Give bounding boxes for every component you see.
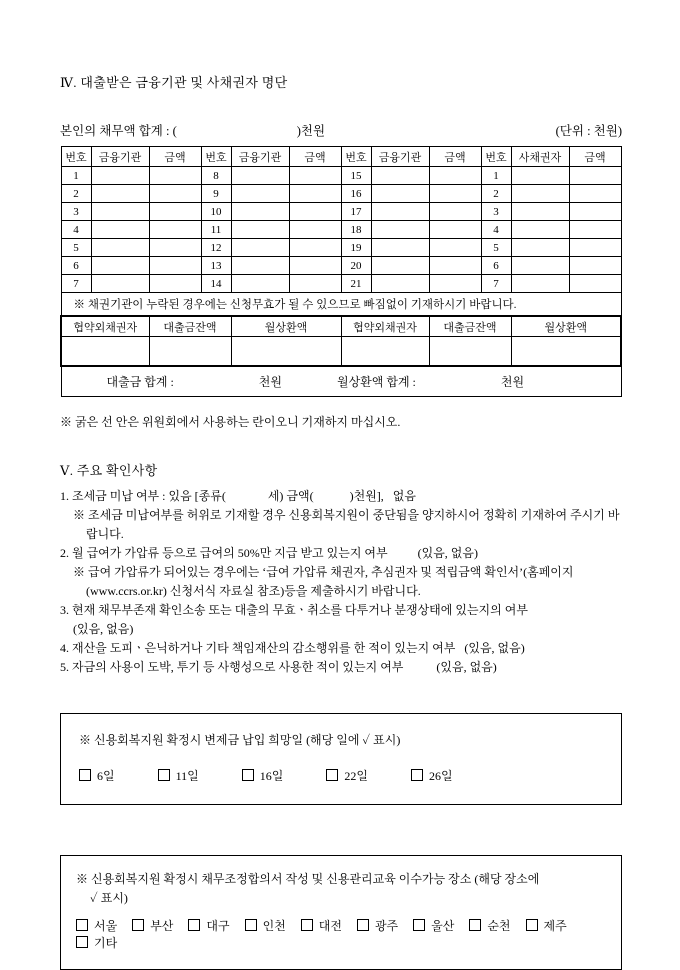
entry-cell[interactable] xyxy=(91,221,149,239)
loan-table-row xyxy=(61,275,621,293)
entry-cell[interactable] xyxy=(569,167,621,185)
checklist-item-text: 4. 재산을 도피ㆍ은닉하거나 기타 책임재산의 감소행위를 한 적이 있는지 여부 (있음, 없음) xyxy=(60,641,525,655)
location-box-title-line: ※ 신용회복지원 확정시 채무조정합의서 작성 및 신용관리교육 이수가능 장소 (해당 장소에 xyxy=(76,872,540,886)
row-number-cell: 10 xyxy=(201,203,231,221)
checklist-item-text: 3. 현재 채무부존재 확인소송 또는 대출의 무효ㆍ취소를 다투거나 분쟁상태에 있는지의 여부 xyxy=(60,603,528,617)
entry-cell[interactable] xyxy=(149,203,201,221)
row-number-cell: 21 xyxy=(341,275,371,293)
entry-cell[interactable] xyxy=(429,221,481,239)
checkbox-option[interactable] xyxy=(411,767,453,784)
row-number-cell: 17 xyxy=(341,203,371,221)
checklist-item-text: (있음, 없음) xyxy=(73,622,134,636)
committee-entry-cell[interactable] xyxy=(149,337,231,367)
committee-column-header: 협약외채권자 xyxy=(341,316,429,337)
entry-cell[interactable] xyxy=(371,239,429,257)
checkbox-label: 11일 xyxy=(175,769,199,783)
committee-subheader-row xyxy=(61,316,621,337)
location-box-title xyxy=(76,870,606,908)
row-number-cell: 5 xyxy=(61,239,91,257)
column-header: 번호 xyxy=(201,147,231,167)
column-header: 금액 xyxy=(569,147,621,167)
checklist-item xyxy=(60,639,622,658)
loan-table-row xyxy=(61,239,621,257)
loan-total-label: 대출금 합계 : xyxy=(106,375,174,389)
checkbox-option[interactable] xyxy=(76,917,117,934)
checkbox[interactable] xyxy=(245,919,257,931)
row-number-cell: 4 xyxy=(481,221,511,239)
totals-row xyxy=(61,366,621,397)
unit-note: (단위 : 천원) xyxy=(555,124,622,138)
entry-cell[interactable] xyxy=(231,167,289,185)
checklist-item xyxy=(60,544,622,601)
column-header: 금융기관 xyxy=(231,147,289,167)
checklist-item-text: 2. 월 급여가 가압류 등으로 급여의 50%만 지급 받고 있는지 여부 (있음, 없음) xyxy=(60,546,478,560)
checkbox-label: 16일 xyxy=(259,769,284,783)
column-header: 금액 xyxy=(429,147,481,167)
entry-cell[interactable] xyxy=(149,257,201,275)
row-number-cell: 16 xyxy=(341,185,371,203)
committee-column-header: 협약외채권자 xyxy=(61,316,149,337)
committee-entry-cell[interactable] xyxy=(341,337,429,367)
checklist-item-text: 1. 조세금 미납 여부 : 있음 [종류( 세) 금액( )천원], 없음 xyxy=(60,489,416,503)
checkbox-label: 울산 xyxy=(431,919,455,933)
table-note-row xyxy=(61,293,621,317)
checkbox-label: 광주 xyxy=(374,919,399,933)
loan-table xyxy=(60,146,622,397)
row-number-cell: 1 xyxy=(481,167,511,185)
entry-cell[interactable] xyxy=(429,167,481,185)
entry-cell[interactable] xyxy=(149,221,201,239)
entry-cell[interactable] xyxy=(91,239,149,257)
entry-cell[interactable] xyxy=(429,239,481,257)
debt-total-line xyxy=(60,121,622,139)
checkbox-option[interactable] xyxy=(188,917,229,934)
entry-cell[interactable] xyxy=(91,275,149,293)
checkbox[interactable] xyxy=(76,919,88,931)
location-box xyxy=(60,855,622,970)
column-header: 금액 xyxy=(149,147,201,167)
entry-cell[interactable] xyxy=(511,185,569,203)
entry-cell[interactable] xyxy=(569,239,621,257)
checkbox-option[interactable] xyxy=(158,767,199,784)
row-number-cell: 4 xyxy=(61,221,91,239)
loan-table-row xyxy=(61,185,621,203)
checkbox[interactable] xyxy=(301,919,313,931)
checkbox[interactable] xyxy=(76,936,88,948)
row-number-cell: 7 xyxy=(61,275,91,293)
entry-cell[interactable] xyxy=(91,167,149,185)
entry-cell[interactable] xyxy=(371,203,429,221)
row-number-cell: 9 xyxy=(201,185,231,203)
entry-cell[interactable] xyxy=(511,221,569,239)
entry-cell[interactable] xyxy=(289,185,341,203)
entry-cell[interactable] xyxy=(371,167,429,185)
checklist-item-text: 5. 자금의 사용이 도박, 투기 등 사행성으로 사용한 적이 있는지 여부 (있음, 없음) xyxy=(60,660,497,674)
committee-column-header: 대출금잔액 xyxy=(429,316,511,337)
row-number-cell: 2 xyxy=(481,185,511,203)
entry-cell[interactable] xyxy=(231,275,289,293)
checkbox[interactable] xyxy=(326,769,338,781)
checkbox[interactable] xyxy=(469,919,481,931)
row-number-cell: 8 xyxy=(201,167,231,185)
checklist-item xyxy=(60,601,622,639)
entry-cell[interactable] xyxy=(289,203,341,221)
entry-cell[interactable] xyxy=(231,185,289,203)
payment-day-box-title: ※ 신용회복지원 확정시 변제금 납입 희망일 (해당 일에 ✓ 표시) xyxy=(79,733,401,747)
row-number-cell: 6 xyxy=(61,257,91,275)
checkbox-option[interactable] xyxy=(132,917,173,934)
checkbox-label: 인천 xyxy=(262,919,286,933)
entry-cell[interactable] xyxy=(511,275,569,293)
checkbox-option[interactable] xyxy=(245,917,286,934)
row-number-cell: 5 xyxy=(481,239,511,257)
section4-title: Ⅳ. 대출받은 금융기관 및 사채권자 명단 xyxy=(60,75,288,90)
committee-column-header: 대출금잔액 xyxy=(149,316,231,337)
checkbox-option[interactable] xyxy=(357,917,398,934)
entry-cell[interactable] xyxy=(231,203,289,221)
checkbox-label: 대구 xyxy=(206,919,230,933)
loan-table-row xyxy=(61,221,621,239)
checklist-item-note: ※ 조세금 미납여부를 허위로 기재할 경우 신용회복지원이 중단됨을 양지하시어 정확히 기재하여 주시기 바랍니다. xyxy=(73,508,620,541)
row-number-cell: 1 xyxy=(61,167,91,185)
entry-cell[interactable] xyxy=(149,275,201,293)
checkbox[interactable] xyxy=(242,769,254,781)
entry-cell[interactable] xyxy=(511,167,569,185)
committee-column-header: 월상환액 xyxy=(511,316,621,337)
checkbox-label: 6일 xyxy=(97,769,115,783)
row-number-cell: 11 xyxy=(201,221,231,239)
debt-total-label: 본인의 채무액 합계 : ( )천원 xyxy=(60,124,326,138)
loan-total-unit: 천원 xyxy=(258,375,282,389)
checkbox-label: 순천 xyxy=(487,919,511,933)
monthly-total-label: 월상환액 합계 : xyxy=(336,375,416,389)
checkbox[interactable] xyxy=(526,919,538,931)
column-header: 사채권자 xyxy=(511,147,569,167)
entry-cell[interactable] xyxy=(569,203,621,221)
checkbox-option[interactable] xyxy=(242,767,284,784)
committee-entry-cell[interactable] xyxy=(61,337,149,367)
entry-cell[interactable] xyxy=(569,275,621,293)
payment-day-options xyxy=(79,767,603,784)
entry-cell[interactable] xyxy=(91,185,149,203)
entry-cell[interactable] xyxy=(569,221,621,239)
checkbox[interactable] xyxy=(413,919,425,931)
checkbox-label: 22일 xyxy=(344,769,368,783)
entry-cell[interactable] xyxy=(289,167,341,185)
row-number-cell: 13 xyxy=(201,257,231,275)
entry-cell[interactable] xyxy=(149,167,201,185)
entry-cell[interactable] xyxy=(149,239,201,257)
committee-column-header: 월상환액 xyxy=(231,316,341,337)
entry-cell[interactable] xyxy=(429,275,481,293)
table-note: ※ 채권기관이 누락된 경우에는 신청무효가 될 수 있으므로 빠짐없이 기재하시기 바랍니다. xyxy=(61,293,621,317)
entry-cell[interactable] xyxy=(91,203,149,221)
column-header: 금액 xyxy=(289,147,341,167)
checkbox[interactable] xyxy=(188,919,200,931)
checkbox[interactable] xyxy=(79,769,91,781)
committee-entry-cell[interactable] xyxy=(231,337,341,367)
checklist-item xyxy=(60,487,622,544)
row-number-cell: 20 xyxy=(341,257,371,275)
entry-cell[interactable] xyxy=(371,185,429,203)
entry-cell[interactable] xyxy=(289,221,341,239)
entry-cell[interactable] xyxy=(289,257,341,275)
loan-table-header-row xyxy=(61,147,621,167)
location-box-title-line: ✓ 표시) xyxy=(90,891,128,905)
entry-cell[interactable] xyxy=(569,185,621,203)
entry-cell[interactable] xyxy=(511,257,569,275)
column-header: 번호 xyxy=(481,147,511,167)
checkbox-option[interactable] xyxy=(79,767,115,784)
row-number-cell: 12 xyxy=(201,239,231,257)
column-header: 번호 xyxy=(61,147,91,167)
committee-empty-row xyxy=(61,337,621,367)
checkbox[interactable] xyxy=(132,919,144,931)
checklist-item xyxy=(60,658,622,677)
column-header: 금융기관 xyxy=(371,147,429,167)
checklist-item-note: ※ 급여 가압류가 되어있는 경우에는 ‘급여 가압류 채권자, 추심권자 및 적립금액 확인서’(홈페이지(www.ccrs.or.kr) 신청서식 자료실 참조)등을 제출하시기 바랍니다. xyxy=(73,565,574,598)
entry-cell[interactable] xyxy=(289,275,341,293)
entry-cell[interactable] xyxy=(231,257,289,275)
checkbox-label: 대전 xyxy=(318,919,342,933)
checkbox-label: 부산 xyxy=(150,919,174,933)
checkbox[interactable] xyxy=(158,769,170,781)
entry-cell[interactable] xyxy=(231,221,289,239)
entry-cell[interactable] xyxy=(511,203,569,221)
monthly-total-unit: 천원 xyxy=(500,375,525,389)
loan-table-row xyxy=(61,257,621,275)
row-number-cell: 6 xyxy=(481,257,511,275)
checkbox-label: 26일 xyxy=(428,769,453,783)
checkbox-label: 서울 xyxy=(94,919,118,933)
entry-cell[interactable] xyxy=(429,185,481,203)
entry-cell[interactable] xyxy=(149,185,201,203)
checkbox[interactable] xyxy=(357,919,369,931)
checkbox-label: 기타 xyxy=(94,936,118,950)
column-header: 번호 xyxy=(341,147,371,167)
entry-cell[interactable] xyxy=(371,221,429,239)
row-number-cell: 15 xyxy=(341,167,371,185)
checklist xyxy=(60,487,622,677)
loan-table-row xyxy=(61,203,621,221)
row-number-cell: 3 xyxy=(61,203,91,221)
checkbox-option[interactable] xyxy=(413,917,454,934)
section5-title: Ⅴ. 주요 확인사항 xyxy=(60,463,158,478)
entry-cell[interactable] xyxy=(231,239,289,257)
checkbox-option[interactable] xyxy=(469,917,510,934)
checkbox-option[interactable] xyxy=(76,934,117,951)
entry-cell[interactable] xyxy=(511,239,569,257)
row-number-cell: 2 xyxy=(61,185,91,203)
row-number-cell: 14 xyxy=(201,275,231,293)
entry-cell[interactable] xyxy=(371,257,429,275)
entry-cell[interactable] xyxy=(429,203,481,221)
loan-table-body xyxy=(61,167,621,293)
committee-entry-cell[interactable] xyxy=(511,337,621,367)
loan-table-row xyxy=(61,167,621,185)
column-header: 금융기관 xyxy=(91,147,149,167)
bold-line-note: ※ 굵은 선 안은 위원회에서 사용하는 란이오니 기재하지 마십시오. xyxy=(60,415,401,429)
row-number-cell: 3 xyxy=(481,203,511,221)
checkbox-option[interactable] xyxy=(526,917,567,934)
location-options xyxy=(76,917,606,951)
entry-cell[interactable] xyxy=(569,257,621,275)
entry-cell[interactable] xyxy=(429,257,481,275)
entry-cell[interactable] xyxy=(289,239,341,257)
checkbox[interactable] xyxy=(411,769,423,781)
row-number-cell: 7 xyxy=(481,275,511,293)
entry-cell[interactable] xyxy=(371,275,429,293)
checkbox-option[interactable] xyxy=(326,767,368,784)
checkbox-label: 제주 xyxy=(543,919,567,933)
row-number-cell: 19 xyxy=(341,239,371,257)
row-number-cell: 18 xyxy=(341,221,371,239)
committee-entry-cell[interactable] xyxy=(429,337,511,367)
payment-day-box xyxy=(60,713,622,805)
entry-cell[interactable] xyxy=(91,257,149,275)
checkbox-option[interactable] xyxy=(301,917,342,934)
